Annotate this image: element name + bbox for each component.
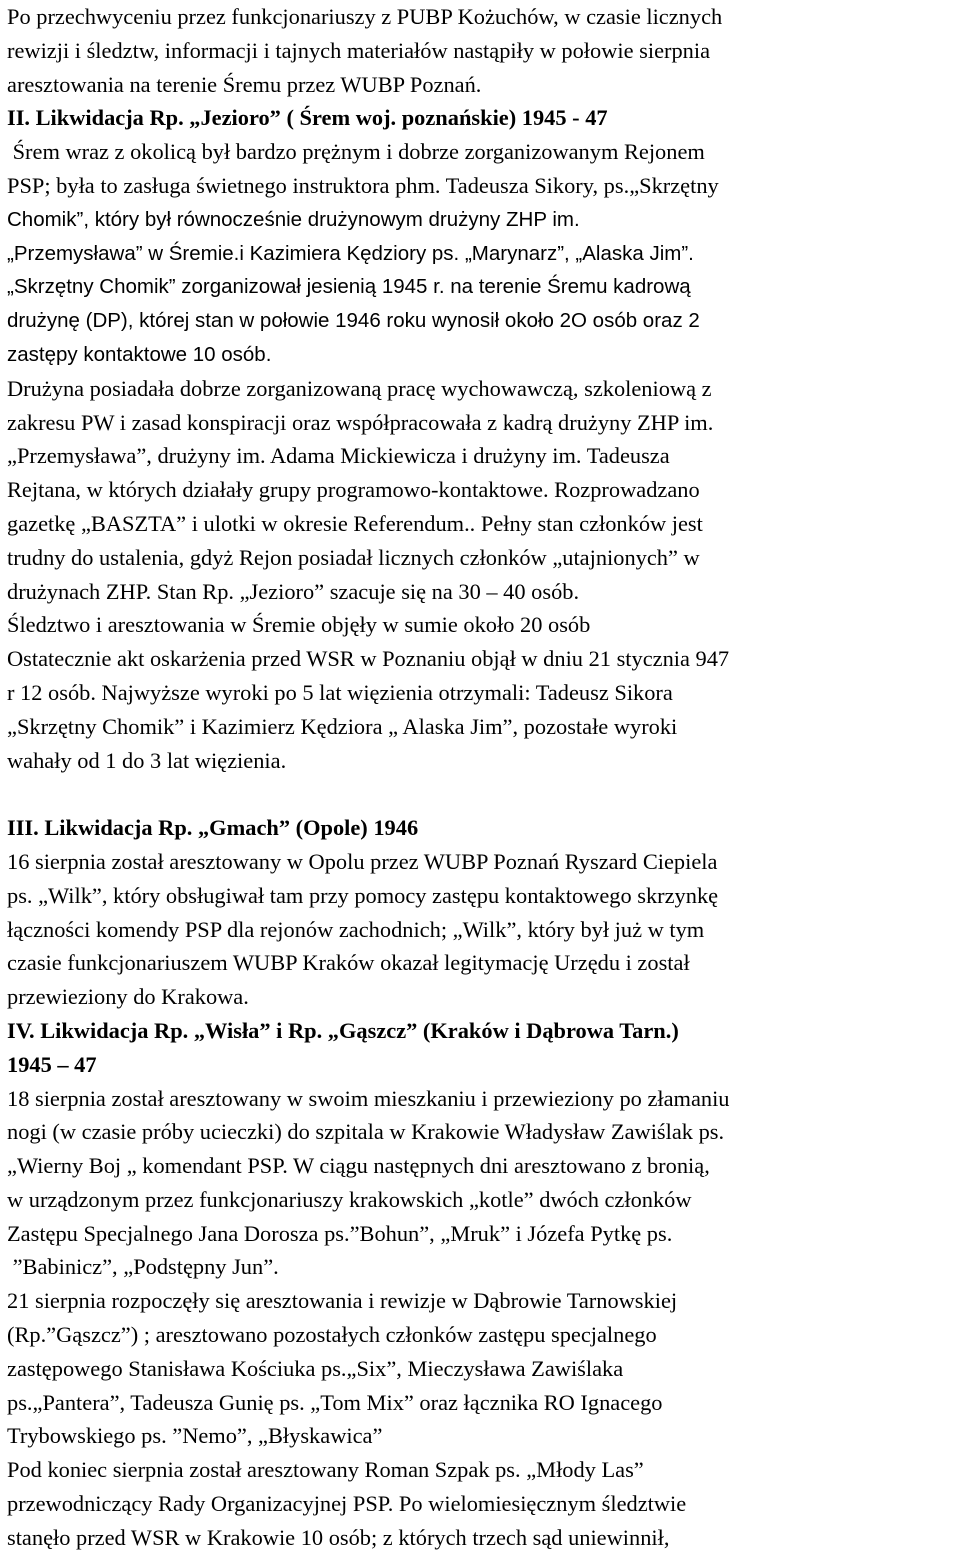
paragraph-line: rewizji i śledztw, informacji i tajnych materiałów nastąpiły w połowie sierpnia <box>7 37 711 63</box>
section-heading-4: IV. Likwidacja Rp. „Wisła” i Rp. „Gąszcz” (Kraków i Dąbrowa Tarn.) <box>7 1017 679 1043</box>
paragraph-line: przewodniczący Rady Organizacyjnej PSP. Po wielomiesięcznym śledztwie <box>7 1491 687 1517</box>
paragraph-line: „Skrzętny Chomik” i Kazimierz Kędziora „ Alaska Jim”, pozostałe wyroki <box>7 713 678 739</box>
paragraph-line: Śledztwo i aresztowania w Śremie objęły w sumie około 20 osób <box>7 612 591 638</box>
paragraph-line: „Przemysława”, drużyny im. Adama Mickiewicza i drużyny im. Tadeusza <box>7 443 670 469</box>
paragraph-line: „Wierny Boj „ komendant PSP. W ciągu następnych dni aresztowano z bronią, <box>7 1153 710 1179</box>
paragraph-line: ps.„Pantera”, Tadeusza Gunię ps. „Tom Mix” oraz łącznika RO Ignacego <box>7 1389 663 1415</box>
paragraph-line: Trybowskiego ps. ”Nemo”, „Błyskawica” <box>7 1423 383 1449</box>
paragraph-line: Ostatecznie akt oskarżenia przed WSR w Poznaniu objął w dniu 21 stycznia 947 <box>7 646 730 672</box>
paragraph-line: czasie funkcjonariuszem WUBP Kraków okazał legitymację Urzędu i został <box>7 950 690 976</box>
paragraph-line: przewieziony do Krakowa. <box>7 984 249 1010</box>
paragraph-line: „Skrzętny Chomik” zorganizował jesienią 1945 r. na terenie Śremu kadrową <box>7 275 691 299</box>
paragraph-line: 16 sierpnia został aresztowany w Opolu przez WUBP Poznań Ryszard Ciepiela <box>7 848 718 874</box>
paragraph-line: zakresu PW i zasad konspiracji oraz współpracowała z kadrą drużyny ZHP im. <box>7 409 714 435</box>
paragraph-line: Zastępu Specjalnego Jana Dorosza ps.”Bohun”, „Mruk” i Józefa Pytkę ps. <box>7 1220 673 1246</box>
paragraph-line: Po przechwyceniu przez funkcjonariuszy z PUBP Kożuchów, w czasie licznych <box>7 4 723 29</box>
paragraph-line: ps. „Wilk”, który obsługiwał tam przy pomocy zastępu kontaktowego skrzynkę <box>7 882 719 908</box>
paragraph-line: stanęło przed WSR w Krakowie 10 osób; z których trzech sąd uniewinnił, <box>7 1524 670 1550</box>
paragraph-line: Chomik”, który był równocześnie drużynowym drużyny ZHP im. <box>7 207 580 231</box>
paragraph-line: ”Babinicz”, „Podstępny Jun”. <box>7 1254 279 1280</box>
paragraph-line: zastępowego Stanisława Kościuka ps.„Six”, Mieczysława Zawiślaka <box>7 1355 624 1381</box>
paragraph-line: 21 sierpnia rozpoczęły się aresztowania i rewizje w Dąbrowie Tarnowskiej <box>7 1288 678 1314</box>
paragraph-line: drużynach ZHP. Stan Rp. „Jezioro” szacuje się na 30 – 40 osób. <box>7 578 580 604</box>
paragraph-line: w urządzonym przez funkcjonariuszy krakowskich „kotle” dwóch członków <box>7 1186 692 1212</box>
section-heading-3: III. Likwidacja Rp. „Gmach” (Opole) 1946 <box>7 815 419 841</box>
paragraph-line: nogi (w czasie próby ucieczki) do szpitala w Krakowie Władysław Zawiślak ps. <box>7 1119 725 1145</box>
paragraph-line: PSP; była to zasługa świetnego instruktora phm. Tadeusza Sikory, ps.„Skrzętny <box>7 172 719 198</box>
paragraph-line: „Przemysława” w Śremie.i Kazimiera Kędziory ps. „Marynarz”, „Alaska Jim”. <box>7 241 694 265</box>
paragraph-line: Rejtana, w których działały grupy programowo-kontaktowe. Rozprowadzano <box>7 477 700 503</box>
section-heading-2: II. Likwidacja Rp. „Jezioro” ( Śrem woj. poznańskie) 1945 - 47 <box>7 105 608 131</box>
document-page <box>7 0 957 1555</box>
paragraph-line: Śrem wraz z okolicą był bardzo prężnym i dobrze zorganizowanym Rejonem <box>7 139 705 165</box>
paragraph-line: aresztowania na terenie Śremu przez WUBP Poznań. <box>7 71 482 97</box>
paragraph-line: łączności komendy PSP dla rejonów zachodnich; „Wilk”, który był już w tym <box>7 916 705 942</box>
paragraph-line: Pod koniec sierpnia został aresztowany Roman Szpak ps. „Młody Las” <box>7 1457 644 1483</box>
paragraph-line: gazetkę „BASZTA” i ulotki w okresie Referendum.. Pełny stan członków jest <box>7 510 703 536</box>
paragraph-line: Drużyna posiadała dobrze zorganizowaną pracę wychowawczą, szkoleniową z <box>7 375 712 401</box>
paragraph-line: trudny do ustalenia, gdyż Rejon posiadał licznych członków „utajnionych” w <box>7 544 700 570</box>
paragraph-line: r 12 osób. Najwyższe wyroki po 5 lat więzienia otrzymali: Tadeusz Sikora <box>7 679 673 705</box>
blank-line <box>7 777 957 811</box>
paragraph-line: drużynę (DP), której stan w połowie 1946 roku wynosił około 2O osób oraz 2 <box>7 309 700 333</box>
section-heading-4-years: 1945 – 47 <box>7 1051 97 1077</box>
paragraph-line: zastępy kontaktowe 10 osób. <box>7 342 272 366</box>
paragraph-line: (Rp.”Gąszcz”) ; aresztowano pozostałych członków zastępu specjalnego <box>7 1322 657 1348</box>
paragraph-line: wahały od 1 do 3 lat więzienia. <box>7 747 287 773</box>
paragraph-line: 18 sierpnia został aresztowany w swoim mieszkaniu i przewieziony po złamaniu <box>7 1085 730 1111</box>
